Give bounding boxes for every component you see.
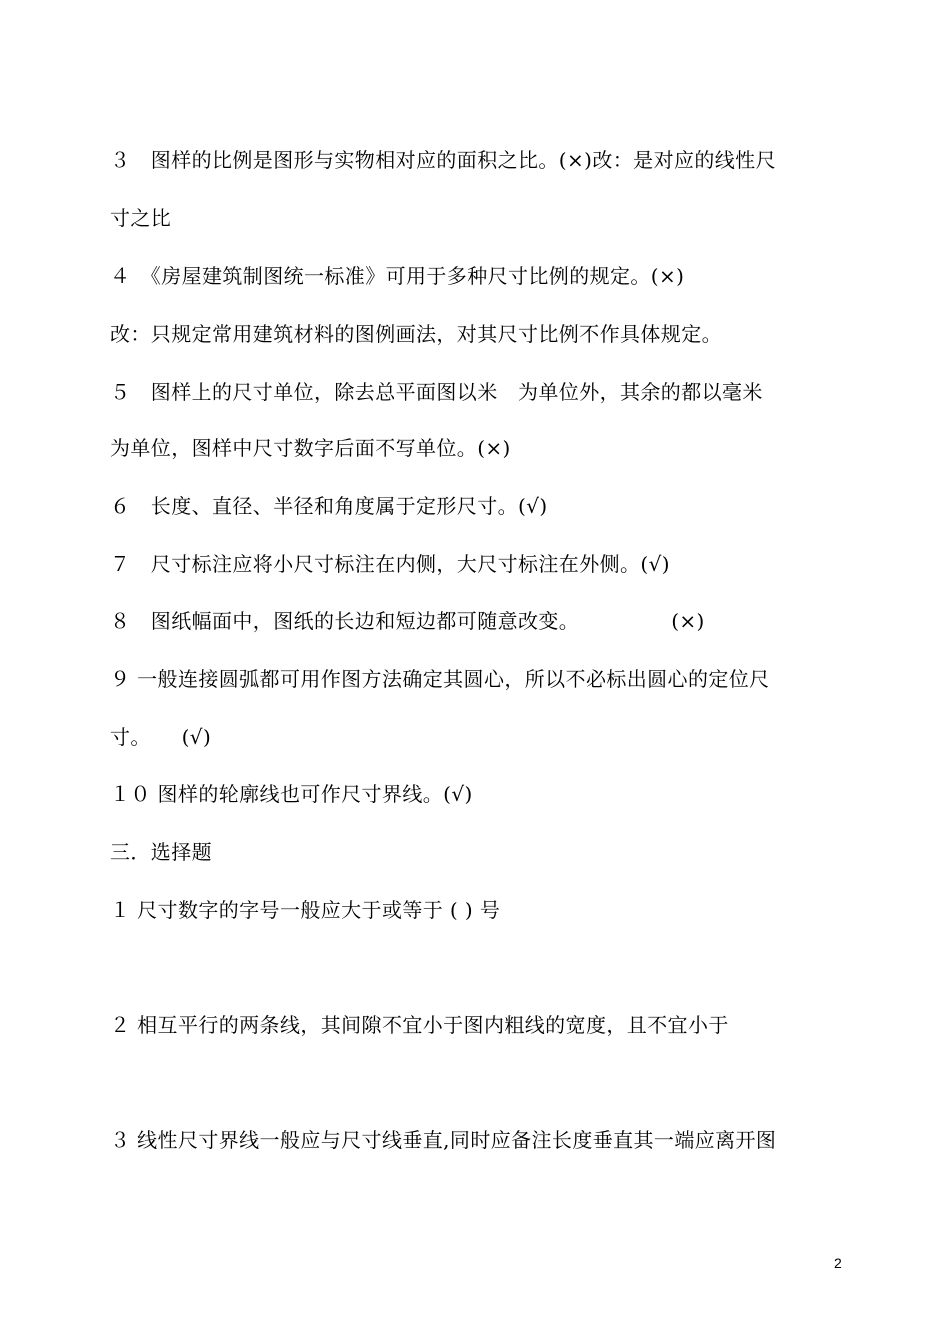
text-line-q9: ９ 一般连接圆弧都可用作图方法确定其圆心，所以不必标出圆心的定位尺 bbox=[110, 667, 770, 691]
text-line-q5: ５ 图样上的尺寸单位，除去总平面图以米 为单位外，其余的都以毫米 bbox=[110, 380, 763, 404]
text-line-q3-cont: 寸之比 bbox=[110, 206, 172, 230]
section-heading-choice: 三．选择题 bbox=[110, 840, 212, 864]
text-line-choice-q2: ２ 相互平行的两条线，其间隙不宜小于图内粗线的宽度，且不宜小于 bbox=[110, 1013, 729, 1037]
text-line-q5-cont: 为单位，图样中尺寸数字后面不写单位。(×) bbox=[110, 436, 511, 460]
text-line-choice-q1: １ 尺寸数字的字号一般应大于或等于 ( ) 号 bbox=[110, 898, 501, 922]
text-line-q9-cont: 寸。 (√) bbox=[110, 725, 212, 749]
text-line-q4: ４ 《房屋建筑制图统一标准》可用于多种尺寸比例的规定。(×) bbox=[110, 264, 685, 288]
text-line-choice-q3: ３ 线性尺寸界线一般应与尺寸线垂直,同时应备注长度垂直其一端应离开图 bbox=[110, 1128, 777, 1152]
page-number: 2 bbox=[834, 1255, 842, 1271]
text-line-q10: １０ 图样的轮廓线也可作尺寸界线。(√) bbox=[110, 782, 473, 806]
text-line-q3: ３ 图样的比例是图形与实物相对应的面积之比。(×)改：是对应的线性尺 bbox=[110, 148, 776, 172]
text-line-q7: ７ 尺寸标注应将小尺寸标注在内侧，大尺寸标注在外侧。(√) bbox=[110, 552, 670, 576]
text-line-q8: ８ 图纸幅面中，图纸的长边和短边都可随意改变。 (×) bbox=[110, 609, 705, 633]
text-line-q4-correction: 改：只规定常用建筑材料的图例画法，对其尺寸比例不作具体规定。 bbox=[110, 322, 722, 346]
text-line-q6: ６ 长度、直径、半径和角度属于定形尺寸。(√) bbox=[110, 494, 548, 518]
